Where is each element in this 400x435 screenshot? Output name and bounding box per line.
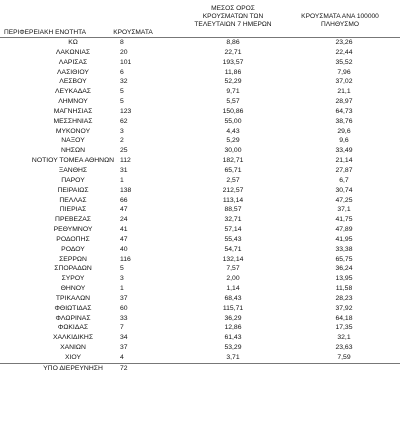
per100k-cell: 32,1 [337,334,351,342]
table-row [0,68,400,78]
cases-cell: 20 [120,48,128,56]
region-cell: ΦΘΙΩΤΙΔΑΣ [54,304,92,312]
region-cell: ΣΥΡΟΥ [61,275,85,283]
table-row [0,186,400,196]
region-cell: ΠΡΕΒΕΖΑΣ [55,216,91,224]
table-row [0,215,400,225]
table-row [0,166,400,176]
region-cell: ΣΠΟΡΑΔΩΝ [54,265,92,273]
cases-cell: 47 [120,206,128,214]
table-row [0,364,400,374]
cases-cell: 5 [120,98,124,106]
cases-cell: 1 [120,285,124,293]
avg-cell: 30,00 [224,147,242,155]
per100k-cell: 41,75 [335,216,353,224]
region-cell: ΧΙΟΥ [64,354,82,361]
per100k-cell: 27,87 [335,166,353,174]
header-avg-line1: ΜΕΣΟΣ ΟΡΟΣ [211,5,255,12]
avg-cell: 57,14 [224,226,242,234]
avg-cell: 8,86 [226,39,240,46]
table-row [0,294,400,304]
region-cell: ΧΑΝΙΩΝ [60,344,86,352]
cases-cell: 1 [120,176,124,184]
per100k-cell: 22,44 [335,48,353,56]
cases-cell: 72 [120,364,128,372]
region-cell: ΛΕΣΒΟΥ [59,78,87,86]
avg-cell: 2,57 [226,176,240,184]
per100k-cell: 41,95 [335,235,353,243]
per100k-cell: 9,6 [339,137,349,145]
avg-cell: 9,71 [226,88,240,96]
avg-cell: 55,43 [224,235,242,243]
header-avg-line3: ΤΕΛΕΥΤΑΙΩΝ 7 ΗΜΕΡΩΝ [194,21,272,28]
per100k-cell: 47,89 [335,226,353,234]
cases-cell: 112 [120,157,131,165]
table-row [0,146,400,156]
cases-cell: 8 [120,39,124,46]
avg-cell: 7,57 [226,265,240,273]
per100k-cell: 23,63 [335,344,353,352]
per100k-cell: 21,14 [335,157,353,165]
avg-cell: 88,57 [224,206,242,214]
table-row [0,323,400,333]
region-cell: ΡΟΔΟΠΗΣ [56,235,90,243]
avg-cell: 53,29 [224,344,242,352]
table-row [0,245,400,255]
avg-cell: 32,71 [224,216,242,224]
table-row [0,38,400,48]
region-cell: ΠΙΕΡΙΑΣ [59,206,87,214]
per100k-cell: 23,26 [335,39,353,46]
cases-cell: 31 [120,166,128,174]
per100k-cell: 7,59 [337,354,351,361]
cases-cell: 123 [120,107,132,115]
cases-cell: 40 [120,245,128,253]
avg-cell: 52,29 [224,78,242,86]
table-row [0,314,400,324]
cases-cell: 62 [120,117,128,125]
table-row [0,264,400,274]
header-per100k-line2: ΠΛΗΘΥΣΜΟ [321,21,359,28]
cases-cell: 3 [120,275,124,283]
region-cell: ΠΕΙΡΑΙΩΣ [57,186,89,194]
cases-cell: 5 [120,265,124,273]
cases-cell: 7 [120,324,124,332]
table-row [0,48,400,58]
region-cell: ΠΑΡΟΥ [61,176,85,184]
table-row [0,77,400,87]
cases-cell: 6 [120,68,124,76]
avg-cell: 115,71 [222,304,244,312]
cases-cell: 33 [120,314,128,322]
table-row [0,107,400,117]
avg-cell: 3,71 [226,354,240,361]
table-row [0,343,400,353]
region-cell: ΠΕΛΛΑΣ [59,196,87,204]
region-cell: ΛΑΡΙΣΑΣ [58,58,88,66]
avg-cell: 61,43 [224,334,242,342]
per100k-cell: 13,95 [335,275,353,283]
per100k-cell: 38,76 [335,117,353,125]
avg-cell: 4,43 [226,127,240,135]
avg-cell: 1,14 [226,285,240,293]
region-cell: ΝΗΣΩΝ [60,147,85,155]
region-cell: ΜΥΚΟΝΟΥ [55,127,91,135]
cases-cell: 138 [120,186,132,194]
per100k-cell: 17,35 [335,324,353,332]
per100k-cell: 33,49 [335,147,353,155]
cases-cell: 60 [120,304,128,312]
region-cell: ΛΗΜΝΟΥ [58,98,88,106]
cases-cell: 101 [120,58,132,66]
per100k-cell: 29,6 [337,127,351,135]
region-cell: ΧΑΛΚΙΔΙΚΗΣ [52,334,94,342]
avg-cell: 193,57 [222,58,244,66]
cases-cell: 41 [120,226,128,234]
table-row [0,117,400,127]
table-row [0,284,400,294]
region-cell: ΦΩΚΙΔΑΣ [57,324,89,332]
per100k-cell: 47,25 [335,196,353,204]
table-row [0,156,400,166]
table-row [0,176,400,186]
table-row [0,58,400,68]
avg-cell: 54,71 [224,245,242,253]
avg-cell: 182,71 [222,157,244,165]
region-cell: ΜΑΓΝΗΣΙΑΣ [53,107,93,115]
header-avg-line2: ΚΡΟΥΣΜΑΤΩΝ ΤΩΝ [202,13,264,20]
cases-cell: 116 [120,255,131,263]
avg-cell: 5,57 [226,98,240,106]
avg-cell: 132,14 [222,255,244,263]
region-cell: ΛΕΥΚΑΔΑΣ [55,88,91,96]
region-cell: ΞΑΝΘΗΣ [58,166,88,174]
table-header [0,0,400,37]
region-cell: ΘΗΝΟΥ [60,285,86,293]
avg-cell: 12,86 [224,324,242,332]
table-row [0,97,400,107]
cases-cell: 34 [120,334,128,342]
table-row [0,225,400,235]
table-row [0,235,400,245]
cases-cell: 37 [120,294,128,302]
per100k-cell: 21,1 [337,88,351,96]
per100k-cell: 37,92 [335,304,353,312]
per100k-cell: 64,73 [335,107,353,115]
cases-cell: 3 [120,127,124,135]
avg-cell: 68,43 [224,294,242,302]
header-per100k-line1: ΚΡΟΥΣΜΑΤΑ ΑΝΑ 100000 [301,13,379,20]
per100k-cell: 65,75 [335,255,353,263]
table-row [0,255,400,265]
cases-cell: 4 [120,354,124,361]
region-cell: ΡΕΘΥΜΝΟΥ [53,226,93,234]
table-row [0,136,400,146]
per100k-cell: 30,74 [335,186,353,194]
table-row [0,333,400,343]
per100k-cell: 64,18 [335,314,353,322]
per100k-cell: 35,52 [335,58,353,66]
region-cell: ΣΕΡΡΩΝ [59,255,87,263]
avg-cell: 150,86 [222,107,244,115]
per100k-cell: 28,23 [335,294,353,302]
per100k-cell: 33,38 [335,245,353,253]
per100k-cell: 37,02 [335,78,353,86]
region-cell: ΥΠΟ ΔΙΕΡΕΥΝΗΣΗ [43,364,103,372]
avg-cell: 55,00 [224,117,242,125]
table-row [0,87,400,97]
cases-cell: 5 [120,88,124,96]
table-row [0,196,400,206]
region-cell: ΚΩ [68,39,78,46]
cases-cell: 32 [120,78,128,86]
cases-cell: 66 [120,196,128,204]
per100k-cell: 7,96 [337,68,351,76]
avg-cell: 5,29 [226,137,240,145]
table-body [0,38,400,374]
region-cell: ΛΑΣΙΘΙΟΥ [57,68,89,76]
per100k-cell: 11,58 [335,285,353,293]
cases-cell: 47 [120,235,128,243]
per100k-cell: 28,97 [335,98,353,106]
cases-cell: 24 [120,216,128,224]
avg-cell: 65,71 [224,166,242,174]
per100k-cell: 36,24 [335,265,353,273]
header-cases: ΚΡΟΥΣΜΑΤΑ [113,29,153,36]
header-region: ΠΕΡΙΦΕΡΕΙΑΚΗ ΕΝΟΤΗΤΑ [4,29,87,36]
region-cell: ΝΟΤΙΟΥ ΤΟΜΕΑ ΑΘΗΝΩΝ [31,157,115,165]
region-cell: ΝΑΞΟΥ [61,137,85,145]
region-cell: ΤΡΙΚΑΛΩΝ [55,294,91,302]
avg-cell: 2,00 [226,275,240,283]
cases-cell: 2 [120,137,124,145]
region-cell: ΜΕΣΣΗΝΙΑΣ [53,117,93,125]
cases-cell: 25 [120,147,128,155]
per100k-cell: 6,7 [339,176,349,184]
avg-cell: 11,86 [224,68,242,76]
avg-cell: 212,57 [222,186,244,194]
region-cell: ΦΛΩΡΙΝΑΣ [55,314,91,322]
table-row [0,304,400,314]
cases-cell: 37 [120,344,128,352]
region-cell: ΛΑΚΩΝΙΑΣ [55,48,91,56]
table-row [0,274,400,284]
per100k-cell: 37,1 [337,206,351,214]
table-row [0,353,400,364]
region-cell: ΡΟΔΟΥ [61,245,85,253]
avg-cell: 113,14 [222,196,244,204]
avg-cell: 36,29 [224,314,242,322]
table-row [0,205,400,215]
table-row [0,127,400,137]
avg-cell: 22,71 [224,48,242,56]
